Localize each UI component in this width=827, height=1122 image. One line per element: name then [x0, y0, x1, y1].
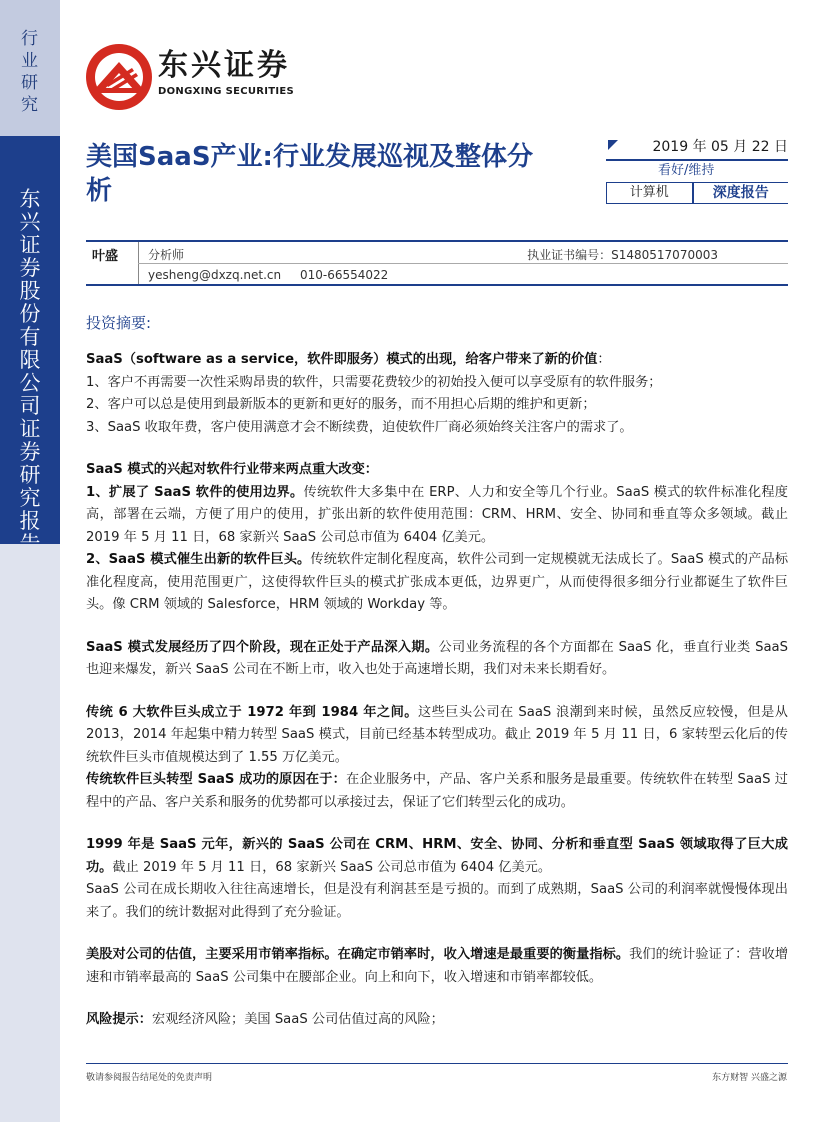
summary-section [86, 312, 788, 1032]
summary-paragraph-1 [86, 349, 788, 372]
report-info-box [606, 137, 788, 204]
sidebar-category [0, 0, 60, 136]
summary-p1-line-1: 1、客户不再需要一次性采购昂贵的软件，只需要花费较少的初始投入便可以享受原有的软件服务； [86, 374, 662, 390]
summary-p3-text: 公司业务流程的各个方面都在 SaaS 化，垂直行业类 SaaS 也迎来爆发，新兴 SaaS 公司在不断上市，收入也处于高速增长期，我们对未来长期看好。 [86, 639, 788, 677]
summary-p7-bold: 美股对公司的估值，主要采用市销率指标。在确定市销率时，收入增速是最重要的衡量指标。 [86, 947, 630, 962]
report-sector: 计算机 [629, 185, 669, 200]
analyst-bottom-rule [86, 284, 788, 286]
summary-p2-b [86, 549, 788, 617]
summary-heading: 投资摘要: [86, 314, 152, 332]
summary-p2-b-bold: 2、SaaS 模式催生出新的软件巨头。 [86, 552, 311, 567]
summary-p1-line-3: 3、SaaS 收取年费，客户使用满意才会不断续费，迫使软件厂商必须始终关注客户的需求了。 [86, 419, 633, 435]
sidebar-lower [0, 544, 60, 1122]
report-date-row [606, 137, 788, 161]
summary-p1-bold: SaaS（software as a service，软件即服务）模式的出现，给客户带来了新的价值 [86, 352, 598, 367]
report-meta-row [606, 182, 788, 204]
corner-marker-icon [608, 140, 618, 150]
summary-p1-tail: ： [597, 352, 611, 367]
summary-p5-text: 在企业服务中，产品、客户关系和服务是最重要。传统软件在转型 SaaS 过程中的产品、客户关系和服务的优势都可以承接过去，保证了它们转型云化的成功。 [86, 772, 788, 810]
summary-p2-heading [86, 459, 788, 482]
report-date: 2019 年 05 月 22 日 [652, 139, 788, 155]
footer-slogan: 东方财智 兴盛之源 [712, 1073, 787, 1083]
analyst-block [86, 240, 788, 286]
analyst-phone: 010-66554022 [300, 268, 389, 282]
summary-p2-heading-text: SaaS 模式的兴起对软件行业带来两点重大改变： [86, 462, 378, 477]
summary-p2-a-bold: 1、扩展了 SaaS 软件的使用边界。 [86, 484, 304, 500]
dongxing-logo-icon [84, 42, 154, 112]
analyst-role: 分析师 [148, 248, 185, 262]
summary-p6 [86, 834, 788, 879]
summary-p3-bold: SaaS 模式发展经历了四个阶段，现在正处于产品深入期。 [86, 639, 439, 655]
analyst-top-rule [86, 240, 788, 242]
summary-p4-bold: 传统 6 大软件巨头成立于 1972 年到 1984 年之间。 [86, 704, 418, 720]
summary-p6-text: 截止 2019 年 5 月 11 日，68 家新兴 SaaS 公司总市值为 6404 亿美元。 [112, 859, 552, 875]
footer-rule [86, 1063, 788, 1064]
summary-p2-a-text: 传统软件大多集中在 ERP、人力和安全等几个行业。SaaS 模式的软件标准化程度高，部署在云端，方便了用户的使用，扩张出新的软件使用范围：CRM、HRM、安全、协同和垂直等众多领域。截止 2019 年 5 月 11 日，68 家新兴 SaaS 公司总市值为 6404 亿美元。 [86, 484, 788, 545]
summary-p5 [86, 769, 788, 814]
analyst-cert: 执业证书编号：S1480517070003 [527, 248, 718, 262]
summary-p1-line-2: 2、客户可以总是使用到最新版本的更新和更好的服务，而不用担心后期的维护和更新； [86, 397, 596, 412]
sidebar [0, 0, 60, 1122]
summary-p5-bold: 传统软件巨头转型 SaaS 成功的原因在于： [86, 772, 346, 787]
summary-risk-bold: 风险提示： [86, 1012, 152, 1027]
logo-wordmark [158, 48, 294, 97]
summary-p7-text: 我们的统计验证了：营收增速和市销率最高的 SaaS 公司集中在腰部企业。向上和向下，收入增速和市销率都较低。 [86, 947, 789, 985]
summary-p7 [86, 944, 788, 989]
summary-p4 [86, 702, 788, 770]
company-logo [84, 42, 314, 112]
sidebar-category-label: 行业研究 [21, 29, 39, 115]
summary-p2-b-text: 传统软件定制化程度高，软件公司到一定规模就无法成长了。SaaS 模式的产品标准化程度高，使用范围更广，这使得软件巨头的模式扩张成本更低，边界更广，从而使得很多细分行业都诞生了软件巨头。像 CRM 领域的 Salesforce，HRM 领域的 Workday 等。 [86, 552, 789, 612]
footer-disclaimer: 敬请参阅报告结尾处的免责声明 [86, 1073, 213, 1083]
summary-p6-bold: 1999 年是 SaaS 元年，新兴的 SaaS 公司在 CRM、HRM、安全、协同、分析和垂直型 SaaS 领域取得了巨大成功。 [86, 837, 788, 875]
summary-p2-a [86, 482, 788, 550]
analyst-row-divider [138, 263, 788, 264]
logo-name-en: DONGXING SECURITIES [158, 86, 295, 97]
summary-risk-text: 宏观经济风险；美国 SaaS 公司估值过高的风险； [151, 1012, 444, 1027]
summary-risk [86, 1009, 788, 1032]
analyst-name: 叶盛 [92, 249, 119, 264]
report-type: 深度报告 [692, 183, 788, 203]
report-title: 美国SaaS产业:行业发展巡视及整体分析 [86, 142, 533, 206]
summary-p3 [86, 637, 788, 682]
sidebar-company-label: 东兴证券股份有限公司证券研究报 [19, 187, 41, 533]
summary-p4-text: 这些巨头公司在 SaaS 浪潮到来时候，虽然反应较慢，但是从 2013，2014 年起集中精力转型 SaaS 模式，目前已经基本转型成功。截止 2019 年 5 月 11 日，6 家转型云化后的传统软件巨头市值规模达到了 1.55 万亿美元。 [86, 704, 788, 765]
logo-name-cn: 东兴证券 [158, 48, 290, 83]
report-rating: 看好/维持 [658, 163, 715, 178]
sidebar-company-band [0, 136, 60, 544]
analyst-email[interactable]: yesheng@dxzq.net.cn [148, 268, 282, 282]
summary-p6-line-2: SaaS 公司在成长期收入往往高速增长，但是没有利润甚至是亏损的。而到了成熟期，SaaS 公司的利润率就慢慢体现出来了。我们的统计数据对此得到了充分验证。 [86, 882, 788, 920]
